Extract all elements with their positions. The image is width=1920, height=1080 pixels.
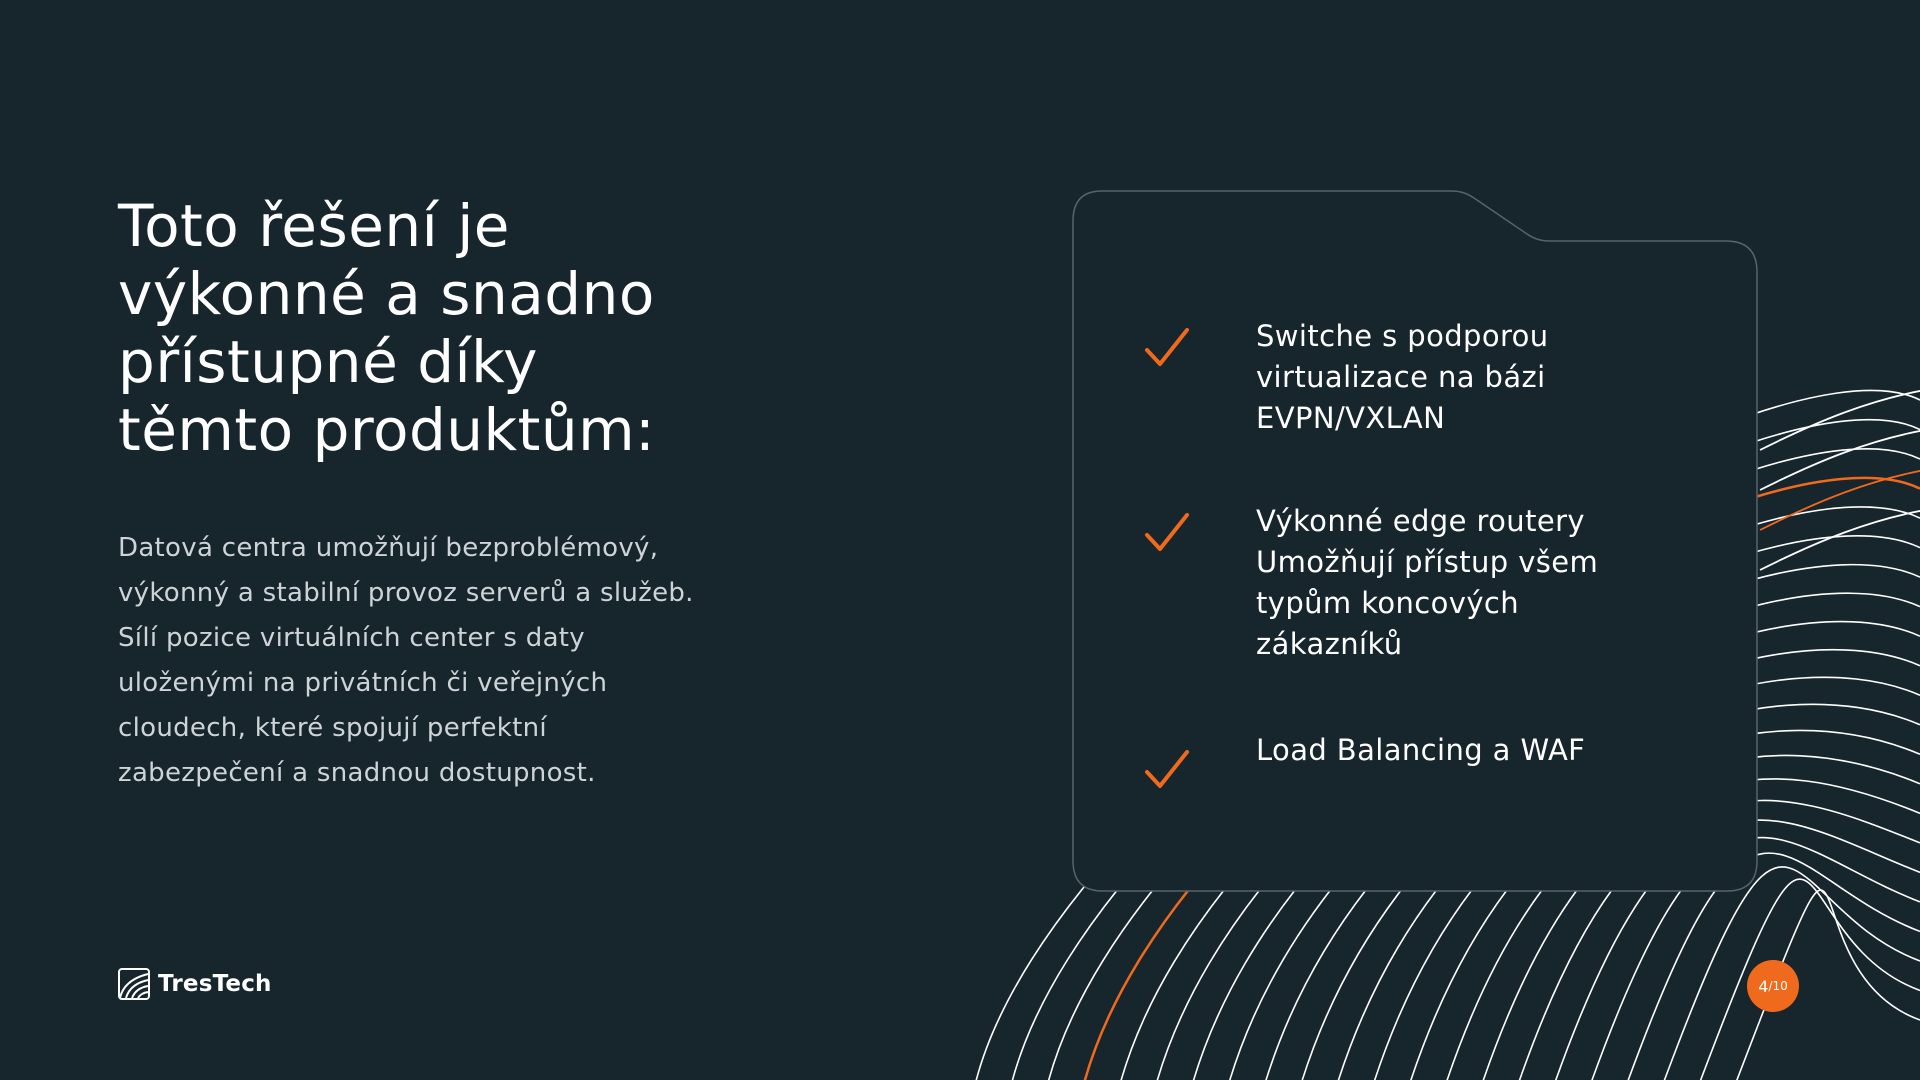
body-line: cloudech, které spojují perfektní (118, 713, 547, 743)
feature-text (1256, 501, 1598, 665)
feature-text (1256, 730, 1585, 771)
feature-line: EVPN/VXLAN (1256, 401, 1446, 435)
feature-item-load-balancing (1144, 733, 1724, 794)
feature-line: Switche s podporou (1256, 319, 1549, 353)
headline-line: těmto produktům: (118, 396, 656, 464)
checkmark-icon (1144, 326, 1190, 372)
body-line: Sílí pozice virtuálních center s daty (118, 623, 585, 653)
feature-line: virtualizace na bázi (1256, 360, 1546, 394)
slide-headline (118, 192, 878, 464)
page-current: 4 (1758, 976, 1769, 996)
body-line: zabezpečení a snadnou dostupnost. (118, 758, 596, 788)
feature-line: typům koncových (1256, 586, 1520, 620)
headline-line: výkonné a snadno (118, 260, 655, 328)
headline-line: přístupné díky (118, 328, 538, 396)
feature-line: Výkonné edge routery (1256, 504, 1585, 538)
wave-line (1760, 390, 1920, 450)
trestech-logo-icon (118, 968, 150, 1000)
checkmark-icon (1144, 511, 1190, 557)
checkmark-icon (1144, 748, 1190, 794)
body-line: výkonný a stabilní provoz serverů a služeb. (118, 578, 694, 608)
body-line: Datová centra umožňují bezproblémový, (118, 533, 659, 563)
body-line: uloženými na privátních či veřejných (118, 668, 608, 698)
feature-line: Load Balancing a WAF (1256, 733, 1586, 767)
feature-item-edge-routers (1144, 501, 1724, 665)
feature-line: Umožňují přístup všem (1256, 545, 1599, 579)
slide-body-text (118, 526, 878, 796)
page-indicator (1747, 960, 1799, 1012)
page-total: /10 (1768, 979, 1788, 993)
feature-item-switches (1144, 316, 1724, 439)
feature-text (1256, 316, 1549, 439)
brand-logo (118, 968, 272, 1000)
headline-line: Toto řešení je (118, 192, 510, 260)
wave-line (1699, 879, 1920, 1080)
feature-line: zákazníků (1256, 627, 1403, 661)
brand-name: TresTech (158, 971, 272, 997)
